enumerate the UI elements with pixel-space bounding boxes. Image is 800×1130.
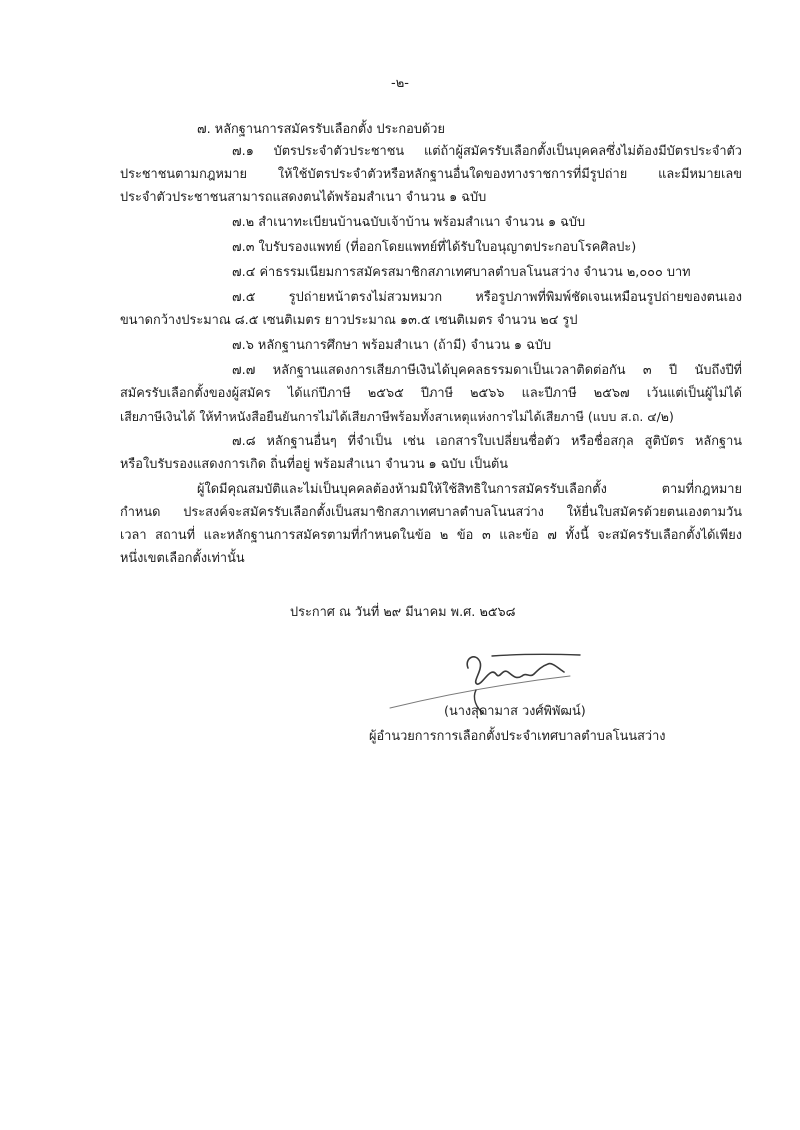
section-7-heading: ๗. หลักฐานการสมัครรับเลือกตั้ง ประกอบด้วย <box>197 122 445 137</box>
item-7-2: ๗.๒ สำเนาทะเบียนบ้านฉบับเจ้าบ้าน พร้อมสำเนา จำนวน ๑ ฉบับ <box>232 215 586 230</box>
item-7-5-line-1: ๗.๕ รูปถ่ายหน้าตรงไม่สวมหมวก หรือรูปภาพที่พิมพ์ชัดเจนเหมือนรูปถ่ายของตนเอง <box>232 290 742 305</box>
item-7-8-line-1: ๗.๘ หลักฐานอื่นๆ ที่จำเป็น เช่น เอกสารใบเปลี่ยนชื่อตัว หรือชื่อสกุล สูติบัตร หลักฐาน <box>232 434 742 449</box>
closing-paragraph-line-3: เวลา สถานที่ และหลักฐานการสมัครตามที่กำหนดในข้อ ๒ ข้อ ๓ และข้อ ๗ ทั้งนี้ จะสมัครรับเลือกตั้งได้เพียง <box>120 528 742 543</box>
closing-paragraph-line-1: ผู้ใดมีคุณสมบัติและไม่เป็นบุคคลต้องห้ามมิให้ใช้สิทธิในการสมัครรับเลือกตั้ง ตามที่กฎหมาย <box>197 482 742 497</box>
item-7-3: ๗.๓ ใบรับรองแพทย์ (ที่ออกโดยแพทย์ที่ได้รับใบอนุญาตประกอบโรคศิลปะ) <box>232 240 637 255</box>
item-7-7-line-3: เสียภาษีเงินได้ ให้ทำหนังสือยืนยันการไม่ได้เสียภาษีพร้อมทั้งสาเหตุแห่งการไม่ได้เสียภาษี (แบบ ส.ถ. ๔/๒) <box>120 409 674 424</box>
announcement-date: ประกาศ ณ วันที่ ๒๙ มีนาคม พ.ศ. ๒๕๖๘ <box>290 605 516 620</box>
item-7-4: ๗.๔ ค่าธรรมเนียมการสมัครสมาชิกสภาเทศบาลตำบลโนนสว่าง จำนวน ๒,๐๐๐ บาท <box>232 265 691 280</box>
signature-stroke <box>492 654 580 656</box>
item-7-8-line-2: หรือใบรับรองแสดงการเกิด ถิ่นที่อยู่ พร้อมสำเนา จำนวน ๑ ฉบับ เป็นต้น <box>120 457 509 472</box>
item-7-7-line-1: ๗.๗ หลักฐานแสดงการเสียภาษีเงินได้บุคคลธรรมดาเป็นเวลาติดต่อกัน ๓ ปี นับถึงปีที่ <box>232 363 742 378</box>
item-7-1-line-2: ประชาชนตามกฎหมาย ให้ใช้บัตรประจำตัวหรือหลักฐานอื่นใดของทางราชการที่มีรูปถ่าย และมีหมายเลข <box>120 167 742 182</box>
item-7-6: ๗.๖ หลักฐานการศึกษา พร้อมสำเนา (ถ้ามี) จำนวน ๑ ฉบับ <box>232 338 552 353</box>
item-7-1-line-3: ประจำตัวประชาชนสามารถแสดงตนได้พร้อมสำเนา จำนวน ๑ ฉบับ <box>120 190 487 205</box>
signatory-position: ผู้อำนวยการการเลือกตั้งประจำเทศบาลตำบลโนนสว่าง <box>369 729 666 744</box>
closing-paragraph-line-2: กำหนด ประสงค์จะสมัครรับเลือกตั้งเป็นสมาชิกสภาเทศบาลตำบลโนนสว่าง ให้ยื่นใบสมัครด้วยตนเองตามวัน <box>120 505 742 520</box>
item-7-5-line-2: ขนาดกว้างประมาณ ๘.๕ เซนติเมตร ยาวประมาณ ๑๓.๕ เซนติเมตร จำนวน ๒๔ รูป <box>120 313 578 328</box>
closing-paragraph-line-4: หนึ่งเขตเลือกตั้งเท่านั้น <box>120 551 245 566</box>
page-number: -๒- <box>391 76 409 91</box>
item-7-7-line-2: สมัครรับเลือกตั้งของผู้สมัคร ได้แก่ปีภาษี ๒๕๖๕ ปีภาษี ๒๕๖๖ และปีภาษี ๒๕๖๗ เว้นแต่เป็นผู้ไม่ได้ <box>120 386 742 401</box>
item-7-1-line-1: ๗.๑ บัตรประจำตัวประชาชน แต่ถ้าผู้สมัครรับเลือกตั้งเป็นบุคคลซึ่งไม่ต้องมีบัตรประจำตัว <box>232 144 742 159</box>
signatory-name: (นางสุดามาส วงศ์พิพัฒน์) <box>444 704 586 719</box>
signature-stroke <box>467 657 564 684</box>
